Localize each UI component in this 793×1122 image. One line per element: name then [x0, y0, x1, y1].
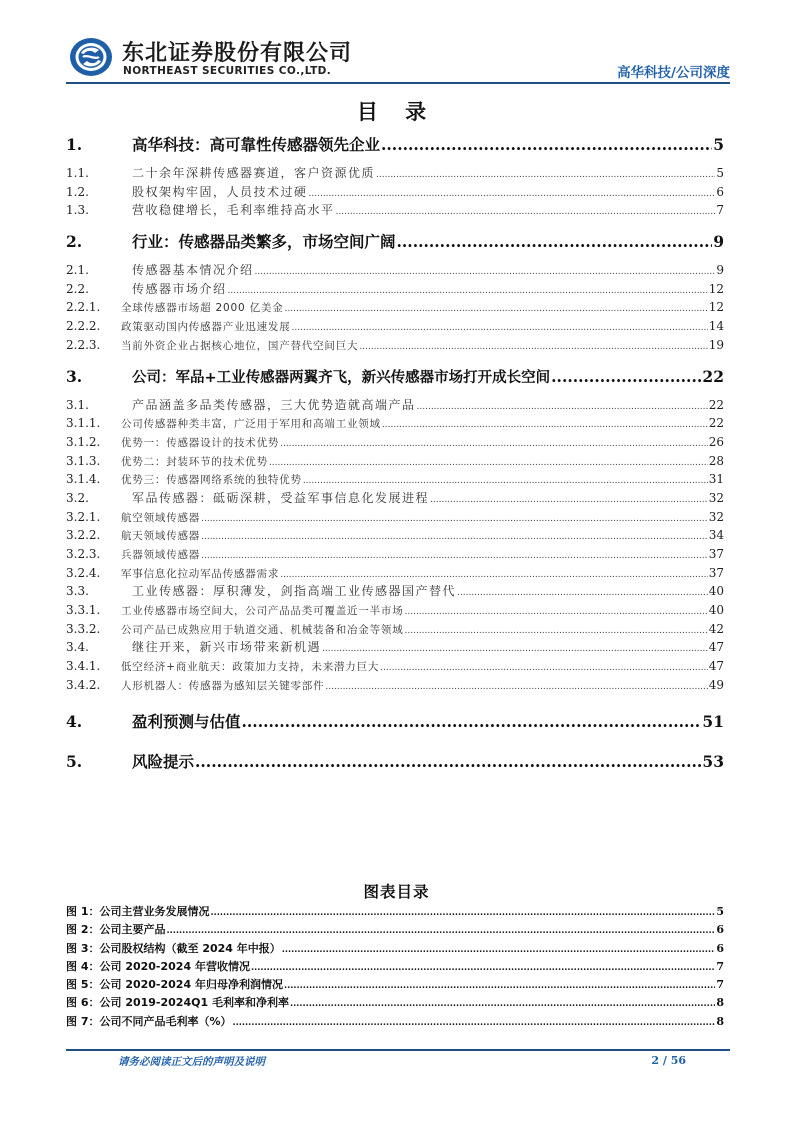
northeast-securities-logo-icon [68, 36, 114, 78]
toc-entry-number: 5. [66, 751, 83, 771]
toc-entry[interactable] [66, 582, 724, 601]
toc-entry[interactable] [66, 601, 724, 620]
toc-entry-title: 低空经济+商业航天：政策加力支持，未来潜力巨大 [121, 661, 380, 674]
toc-entry-number: 3.1.4. [66, 472, 101, 487]
toc-entry-number: 3.1.2. [66, 434, 101, 449]
toc-entry-title: 行业：传感器品类繁多，市场空间广阔 [132, 233, 396, 252]
toc-entry[interactable] [66, 298, 724, 317]
toc-entry-number: 2. [66, 232, 83, 252]
footer-disclaimer: 请务必阅读正文后的声明及说明 [118, 1056, 265, 1068]
figure-entry[interactable] [66, 994, 724, 1012]
toc-entry-number: 3.4.2. [66, 677, 101, 692]
toc-entry-title: 营收稳健增长，毛利率维持高水平 [132, 203, 335, 218]
toc-entry-page: 53 [702, 751, 724, 771]
toc-entry-page: 26 [708, 434, 724, 449]
figure-number: 图 3： [66, 941, 100, 955]
toc-entry[interactable] [66, 452, 724, 471]
dot-leader [228, 280, 708, 301]
figure-page: 6 [716, 941, 724, 955]
dot-leader [359, 336, 707, 357]
toc-entry-title: 政策驱动国内传感器产业迅速发展 [121, 321, 291, 334]
toc-entry-title: 传感器基本情况介绍 [132, 263, 254, 278]
figure-title: 公司 2020-2024 年营收情况 [99, 959, 250, 973]
toc-entry-number: 2.2.3. [66, 337, 101, 352]
toc-entry-title: 产品涵盖多品类传感器，三大优势造就高端产品 [132, 397, 416, 412]
toc-entry-page: 42 [708, 621, 724, 636]
toc-entry-title: 兵器领域传感器 [121, 549, 201, 561]
dot-leader [336, 201, 716, 222]
toc-entry-page: 9 [713, 232, 724, 252]
toc-entry[interactable] [66, 709, 724, 735]
toc-entry-title: 航空领域传感器 [121, 511, 201, 524]
dot-leader [201, 545, 708, 566]
dot-leader [292, 317, 708, 338]
dot-leader [376, 164, 715, 185]
toc-entry-page: 22 [702, 366, 724, 386]
figure-number: 图 6： [66, 996, 100, 1010]
page-header [66, 34, 730, 82]
toc-entry-title: 军品传感器：砥砺深耕，受益军事信息化发展进程 [132, 490, 430, 505]
figure-list-title: 图表目录 [363, 883, 430, 901]
toc-entry-number: 3.2.4. [66, 565, 101, 580]
report-tag: 高华科技/公司深度 [617, 65, 730, 81]
toc-entry-number: 3.1.3. [66, 453, 101, 468]
toc-entry-page: 19 [708, 337, 724, 352]
dot-leader [201, 508, 708, 529]
toc-entry-number: 3.2.2. [66, 528, 101, 543]
dot-leader [405, 620, 708, 641]
toc-entry-title: 优势三：传感器网络系统的独特优势 [121, 474, 302, 487]
toc-entry[interactable] [66, 132, 724, 158]
dot-leader [325, 676, 707, 697]
dot-leader [251, 958, 715, 977]
toc-entry-number: 2.2.2. [66, 319, 101, 334]
toc-entry-page: 47 [708, 659, 724, 674]
dot-leader [397, 229, 713, 255]
toc-entry-title: 盈利预测与估值 [132, 712, 241, 731]
toc-entry-number: 3.3.1. [66, 603, 101, 618]
toc-entry-page: 34 [708, 528, 724, 543]
figure-number: 图 2： [66, 923, 100, 937]
toc-entry[interactable] [66, 638, 724, 657]
toc-entry-number: 3.4.1. [66, 659, 101, 674]
toc-entry[interactable] [66, 433, 724, 452]
toc-entry-number: 3.4. [66, 640, 89, 655]
dot-leader [322, 638, 708, 659]
toc-entry[interactable] [66, 657, 724, 676]
toc-entry-number: 1.2. [66, 184, 89, 199]
toc-entry[interactable] [66, 414, 724, 433]
toc-entry-number: 3.3.2. [66, 621, 101, 636]
dot-leader [405, 601, 708, 622]
toc-entry-number: 2.1. [66, 263, 89, 278]
toc-entry-page: 5 [713, 135, 724, 154]
dot-leader [309, 183, 716, 204]
toc-entry-page: 22 [708, 397, 724, 412]
dot-leader [551, 364, 701, 390]
dot-leader [290, 994, 715, 1013]
dot-leader [430, 489, 708, 510]
dot-leader [280, 433, 708, 454]
dot-leader [201, 526, 708, 547]
toc-entry[interactable] [66, 620, 724, 639]
toc-entry-title: 传感器市场介绍 [132, 281, 227, 296]
toc-entry-title: 高华科技：高可靠性传感器领先企业 [132, 136, 381, 154]
toc-entry-number: 3.2.1. [66, 509, 101, 524]
figure-list [66, 903, 724, 1031]
toc-entry-number: 3.2.3. [66, 547, 101, 561]
company-name-cn: 东北证券股份有限公司 [122, 41, 353, 66]
toc-entry[interactable] [66, 164, 724, 183]
figure-number: 图 5： [66, 978, 100, 992]
dot-leader [285, 298, 708, 319]
toc-entry-page: 51 [702, 711, 724, 731]
toc-entry-title: 优势二：封装环节的技术优势 [121, 455, 268, 468]
figure-page: 6 [716, 923, 724, 937]
figure-number: 图 1： [66, 905, 100, 918]
dot-leader [233, 1013, 716, 1032]
toc-entry[interactable] [66, 508, 724, 527]
toc-entry[interactable] [66, 336, 724, 355]
figure-title: 公司主要产品 [99, 923, 166, 937]
dot-leader [269, 452, 708, 473]
figure-page: 7 [716, 978, 724, 992]
figure-number: 图 4： [66, 959, 100, 973]
toc-entry-page: 40 [708, 584, 724, 599]
figure-page: 8 [716, 1014, 724, 1028]
figure-page: 5 [716, 905, 724, 918]
toc-entry-page: 40 [708, 603, 724, 618]
toc-entry-number: 3.1.1. [66, 416, 101, 431]
dot-leader [242, 709, 702, 735]
toc-entry[interactable] [66, 317, 724, 336]
toc-entry-title: 工业传感器市场空间大，公司产品品类可覆盖近一半市场 [121, 605, 404, 618]
figure-page: 8 [716, 996, 724, 1010]
toc-entry[interactable] [66, 545, 724, 564]
toc-entry-title: 全球传感器市场超 2000 亿美金 [121, 302, 284, 315]
figure-entry[interactable] [66, 976, 724, 994]
toc-entry-page: 22 [708, 416, 724, 431]
figure-title: 公司不同产品毛利率（%） [99, 1014, 232, 1028]
toc-entry-number: 1. [66, 135, 83, 154]
dot-leader [282, 940, 716, 959]
toc-entry-page: 9 [716, 263, 724, 278]
toc-entry-page: 32 [708, 490, 724, 505]
dot-leader [382, 414, 708, 435]
toc-entry-page: 31 [708, 472, 724, 487]
toc-entry-page: 6 [716, 184, 724, 199]
toc-entry-page: 49 [708, 677, 724, 692]
toc-entry[interactable] [66, 183, 724, 202]
toc-entry[interactable] [66, 676, 724, 695]
dot-leader [210, 903, 715, 922]
toc-entry[interactable] [66, 229, 724, 255]
figure-entry[interactable] [66, 1013, 724, 1031]
figure-page: 7 [716, 959, 724, 973]
header-divider [66, 82, 730, 84]
toc-entry-title: 当前外资企业占据核心地位，国产替代空间巨大 [121, 339, 359, 352]
toc-entry-title: 继往开来，新兴市场带来新机遇 [132, 640, 322, 655]
toc-entry-number: 3.2. [66, 490, 89, 505]
toc-entry-number: 3.3. [66, 584, 89, 599]
toc-entry-page: 47 [708, 640, 724, 655]
toc-entry-page: 28 [708, 453, 724, 468]
toc-entry-title: 军事信息化拉动军品传感器需求 [121, 567, 280, 580]
figure-title: 公司 2019-2024Q1 毛利率和净利率 [99, 996, 289, 1010]
toc-entry[interactable] [66, 201, 724, 220]
company-name-en: NORTHEAST SECURITIES CO.,LTD. [123, 65, 332, 77]
page-indicator: 2 / 56 [651, 1054, 686, 1067]
toc-entry-title: 公司：军品+工业传感器两翼齐飞，新兴传感器市场打开成长空间 [132, 369, 551, 386]
figure-title: 公司股权结构（截至 2024 年中报） [99, 941, 281, 955]
toc-entry-number: 2.2. [66, 281, 89, 296]
toc-entry-page: 7 [716, 203, 724, 218]
toc-entry[interactable] [66, 280, 724, 299]
toc-entry-title: 二十余年深耕传感器赛道，客户资源优质 [132, 166, 376, 180]
toc-entry[interactable] [66, 749, 724, 775]
figure-entry[interactable] [66, 903, 724, 921]
toc-entry-page: 14 [708, 319, 724, 334]
toc-entry[interactable] [66, 564, 724, 583]
toc-entry-title: 航天领域传感器 [121, 530, 201, 543]
dot-leader [381, 132, 712, 158]
toc-entry-number: 2.2.1. [66, 300, 101, 315]
toc-entry-page: 37 [708, 547, 724, 561]
toc-entry[interactable] [66, 489, 724, 508]
toc-entry[interactable] [66, 261, 724, 280]
toc-entry-number: 1.1. [66, 166, 89, 180]
dot-leader [195, 749, 701, 775]
dot-leader [303, 470, 708, 491]
toc-entry[interactable] [66, 470, 724, 489]
figure-entry[interactable] [66, 921, 724, 939]
toc-title: 目 录 [356, 100, 437, 124]
toc-entry-page: 12 [708, 281, 724, 296]
figure-title: 公司 2020-2024 年归母净利润情况 [99, 978, 283, 992]
figure-title: 公司主营业务发展情况 [99, 905, 210, 918]
toc-entry-number: 4. [66, 711, 83, 731]
toc-entry[interactable] [66, 396, 724, 415]
figure-number: 图 7： [66, 1014, 100, 1028]
toc-entry-title: 股权架构牢固，人员技术过硬 [132, 184, 308, 199]
toc-entry-title: 公司传感器种类丰富，广泛用于军用和高端工业领域 [121, 418, 381, 431]
toc-entry-page: 12 [708, 300, 724, 315]
footer-divider [66, 1049, 730, 1051]
toc-entry-title: 人形机器人：传感器为感知层关键零部件 [121, 679, 325, 692]
toc-entry-title: 风险提示 [132, 752, 195, 771]
toc-entry-title: 公司产品已成熟应用于轨道交通、机械装备和冶金等领域 [121, 623, 404, 636]
dot-leader [255, 261, 716, 282]
toc-entry-title: 优势一：传感器设计的技术优势 [121, 436, 280, 449]
figure-entry[interactable] [66, 958, 724, 976]
dot-leader [417, 396, 708, 417]
toc-entry-page: 5 [716, 166, 724, 180]
figure-entry[interactable] [66, 940, 724, 958]
toc-entry-page: 37 [708, 565, 724, 580]
toc-entry-number: 3.1. [66, 397, 89, 412]
toc-entry-number: 3. [66, 366, 83, 386]
dot-leader [380, 657, 708, 678]
toc-entry-title: 工业传感器：厚积薄发，剑指高端工业传感器国产替代 [132, 584, 457, 599]
dot-leader [284, 976, 715, 995]
toc-entry-number: 1.3. [66, 203, 89, 218]
table-of-contents [66, 132, 724, 775]
dot-leader [457, 582, 708, 603]
toc-entry-page: 32 [708, 509, 724, 524]
dot-leader [166, 921, 715, 940]
dot-leader [280, 564, 708, 585]
toc-entry[interactable] [66, 526, 724, 545]
toc-entry[interactable] [66, 364, 724, 390]
